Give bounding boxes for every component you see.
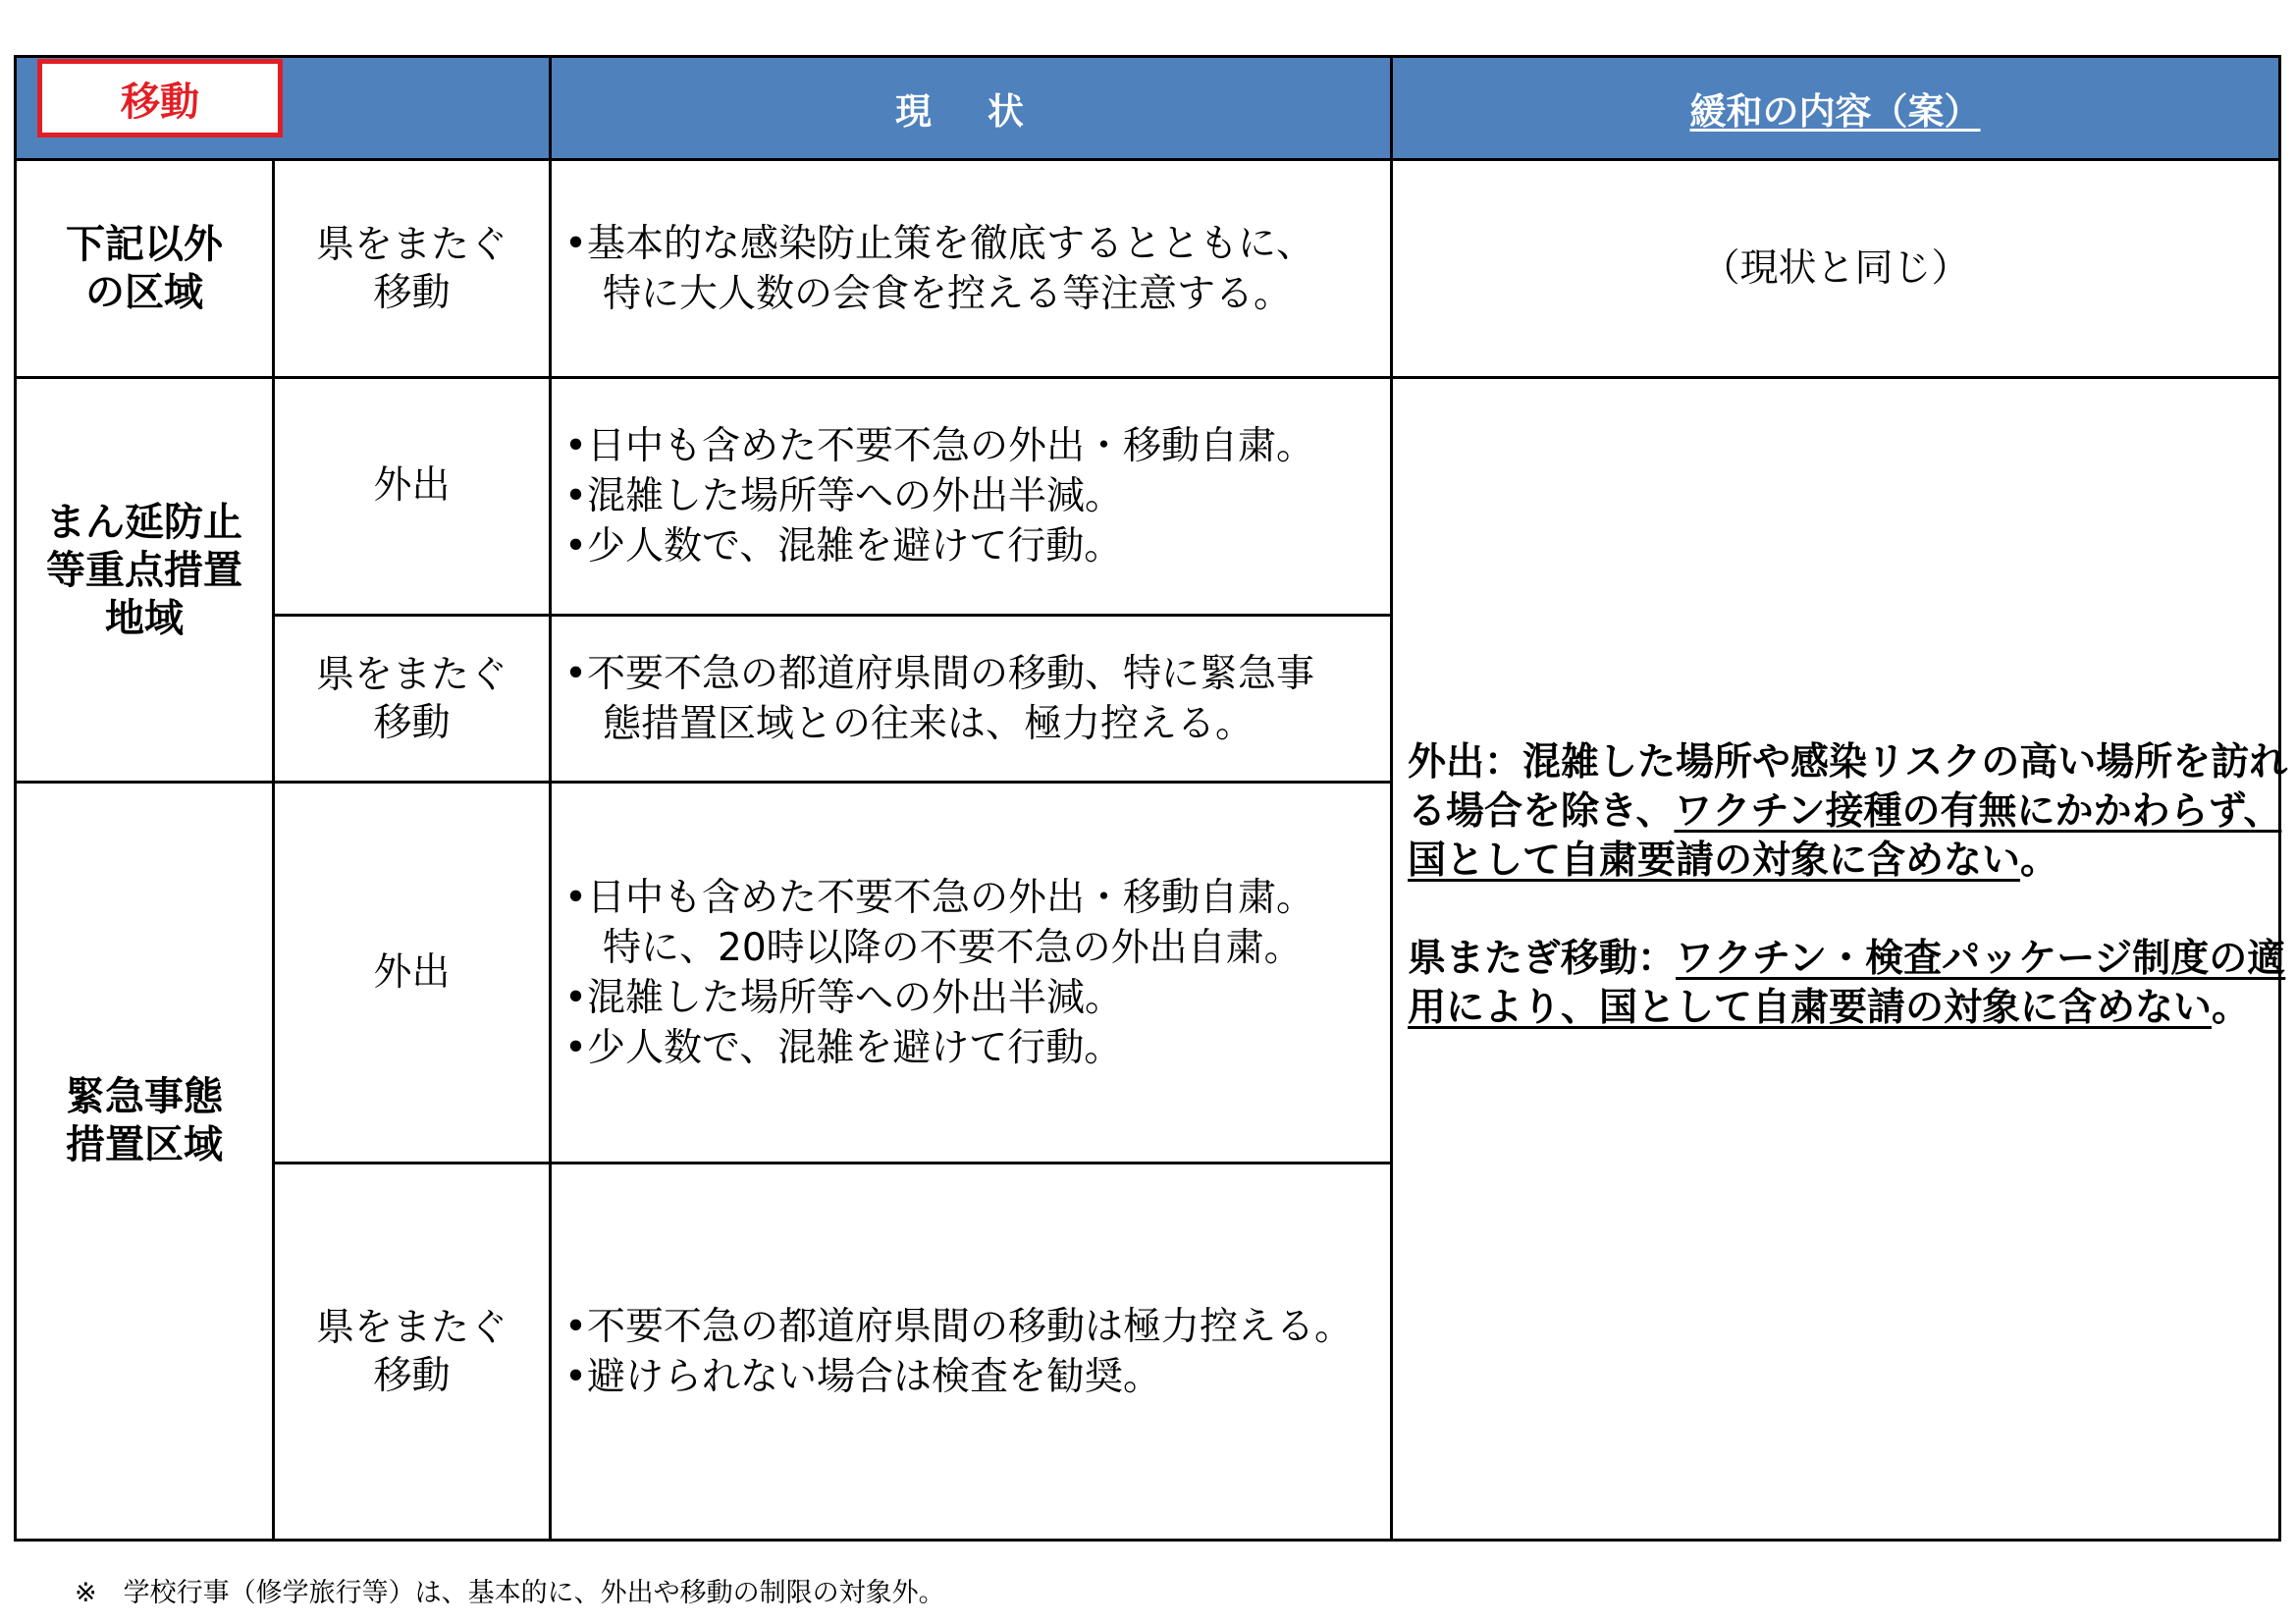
type-emergency-cross [275, 1164, 549, 1539]
current-line: •基本的な感染防止策を徹底するとともに、 [564, 221, 1315, 266]
relax-outing-underlined: ワクチン接種の有無にかかわらず、国として自粛要請の対象に含めない [1408, 789, 2282, 883]
col-divider-2 [549, 55, 552, 1542]
region-line: 措置区域 [66, 1121, 223, 1167]
type-other-cross [275, 161, 549, 376]
current-line: •混雑した場所等への外出半減。 [564, 474, 1124, 518]
relax-column-header: 緩和の内容（案） [1689, 90, 1981, 133]
current-line: 特に、20時以降の不要不急の外出自粛。 [564, 925, 1303, 970]
type-line: 県をまたぐ [315, 1305, 507, 1350]
type-emergency-outing [275, 784, 549, 1162]
relax-cross-underlined: ワクチン・検査パッケージ制度の適用により、国として自粛要請の対象に含めない [1408, 937, 2286, 1030]
region-line: 等重点措置 [46, 548, 242, 593]
category-tag: 移動 [37, 59, 283, 137]
table-border-top [14, 55, 2281, 58]
current-line: •少人数で、混雑を避けて行動。 [564, 1025, 1123, 1070]
region-manen [17, 379, 272, 781]
current-line: •不要不急の都道府県間の移動、特に緊急事 [564, 651, 1315, 696]
current-line: •不要不急の都道府県間の移動は極力控える。 [564, 1304, 1354, 1349]
relax-outing-end: 。 [2020, 839, 2059, 883]
region-line: 緊急事態 [66, 1073, 223, 1119]
region-line: まん延防止 [46, 500, 242, 545]
relax-cross-label: 県またぎ移動： [1408, 937, 1677, 981]
current-manen-outing [564, 379, 1389, 618]
region-line: 下記以外 [66, 221, 223, 267]
current-emergency-outing [564, 784, 1389, 1181]
region-emergency [17, 784, 272, 1539]
type-manen-cross [275, 617, 549, 781]
current-line: •避けられない場合は検査を勧奨。 [564, 1354, 1162, 1399]
type-line: 外出 [373, 950, 451, 995]
relax-cross-end: 。 [2212, 986, 2251, 1030]
current-line: •日中も含めた不要不急の外出・移動自粛。 [564, 424, 1315, 468]
relax-outing [1408, 738, 2291, 886]
region-other [17, 161, 272, 376]
relax-outing-label: 外出： [1408, 740, 1523, 785]
relax-plan-text [1408, 738, 2291, 1033]
relax-outing-plain: 混雑した場所や感染リスクの高い場所を訪れる場合を除き、 [1408, 740, 2288, 834]
relax-other: （現状と同じ） [1701, 246, 1970, 291]
current-emergency-cross [564, 1164, 1389, 1539]
current-column-header: 現 状 [895, 90, 1045, 133]
type-line: 移動 [373, 1353, 451, 1398]
relax-cross [1408, 935, 2291, 1033]
current-line: •混雑した場所等への外出半減。 [564, 975, 1124, 1020]
type-line: 県をまたぐ [315, 652, 507, 697]
current-manen-cross [564, 617, 1389, 781]
footnote: ※ 学校行事（修学旅行等）は、基本的に、外出や移動の制限の対象外。 [75, 1578, 945, 1608]
type-line: 外出 [373, 463, 451, 508]
current-line: 特に大人数の会食を控える等注意する。 [564, 271, 1293, 316]
type-line: 移動 [373, 270, 451, 315]
current-line: •少人数で、混雑を避けて行動。 [564, 524, 1123, 568]
region-line: 地域 [105, 596, 184, 641]
current-other-cross [564, 161, 1389, 376]
type-line: 移動 [373, 700, 451, 745]
table-border-bottom [14, 1539, 2281, 1542]
current-line: 態措置区域との往来は、極力控える。 [564, 701, 1255, 746]
current-line: •日中も含めた不要不急の外出・移動自粛。 [564, 875, 1315, 920]
type-line: 県をまたぐ [315, 222, 507, 267]
region-line: の区域 [85, 269, 203, 315]
type-manen-outing [275, 379, 549, 614]
